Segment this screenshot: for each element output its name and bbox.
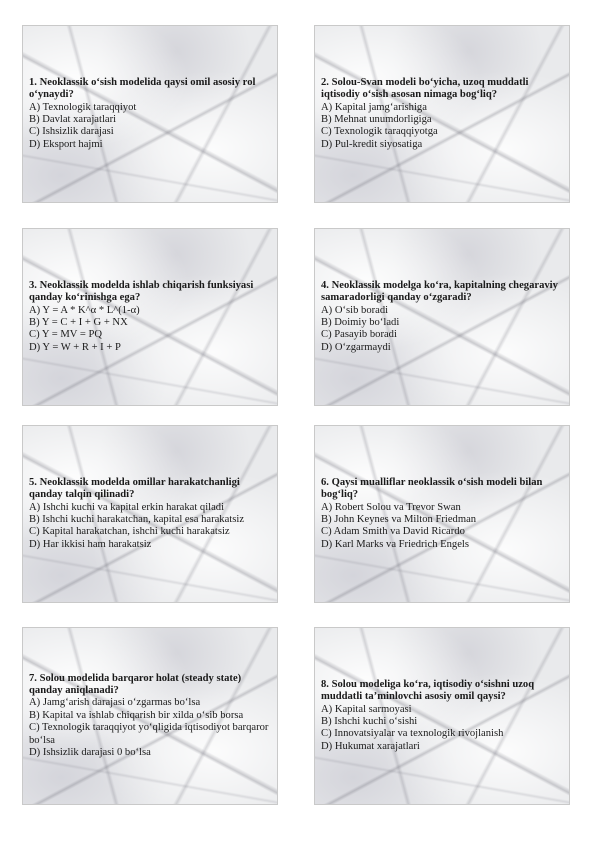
question-text: 1. Neoklassik o‘sish modelida qaysi omil asosiy rol o‘ynaydi? <box>29 76 256 101</box>
option-b: B) Kapital va ishlab chiqarish bir xilda o‘sib borsa <box>29 709 244 721</box>
option-b: B) Ishchi kuchi harakatchan, kapital esa harakatsiz <box>29 514 245 525</box>
quiz-card-3 <box>22 228 278 406</box>
option-a: A) Ishchi kuchi va kapital erkin harakat qiladi <box>29 501 225 513</box>
option-a: A) O‘sib boradi <box>321 304 389 316</box>
option-a: A) Y = A * K^α * L^(1-α) <box>29 304 140 316</box>
question-text: 8. Solou modeliga ko‘ra, iqtisodiy o‘sishni uzoq muddatli ta’minlovchi asosiy omil qaysi? <box>321 678 535 703</box>
option-a: A) Jamg‘arish darajasi o‘zgarmas bo‘lsa <box>29 697 201 709</box>
question-text: 2. Solou-Svan modeli bo‘yicha, uzoq muddatli iqtisodiy o‘sish asosan nimaga bog‘liq? <box>321 76 529 101</box>
option-a: A) Robert Solou va Trevor Swan <box>321 501 461 513</box>
question-text: 7. Solou modelida barqaror holat (steady state) qanday aniqlanadi? <box>29 672 242 696</box>
option-d: D) Eksport hajmi <box>29 138 103 150</box>
option-c: C) Y = MV = PQ <box>29 329 103 341</box>
option-a: A) Texnologik taraqqiyot <box>29 101 137 113</box>
option-d: D) Y = W + R + I + P <box>29 341 121 353</box>
option-a: A) Kapital jamg‘arishiga <box>321 101 427 113</box>
option-d: D) O‘zgarmaydi <box>321 341 391 353</box>
option-c: C) Innovatsiyalar va texnologik rivojlanish <box>321 728 504 740</box>
question-text: 4. Neoklassik modelga ko‘ra, kapitalning chegaraviy samaradorligi qanday o‘zgaradi? <box>321 279 558 304</box>
option-c: C) Pasayib boradi <box>321 329 397 341</box>
option-b: B) John Keynes va Milton Friedman <box>321 514 477 525</box>
option-d: D) Hukumat xarajatlari <box>321 740 420 752</box>
option-c: C) Kapital harakatchan, ishchi kuchi harakatsiz <box>29 526 230 538</box>
option-a: A) Kapital sarmoyasi <box>321 703 412 715</box>
question-text: 3. Neoklassik modelda ishlab chiqarish funksiyasi qanday ko‘rinishga ega? <box>29 279 254 304</box>
option-b: B) Davlat xarajatlari <box>29 114 117 125</box>
option-b: B) Mehnat unumdorligiga <box>321 114 432 125</box>
option-c: C) Ishsizlik darajasi <box>29 126 114 138</box>
option-b: B) Y = C + I + G + NX <box>29 317 128 328</box>
quiz-card-8 <box>314 627 570 805</box>
quiz-card-2 <box>314 25 570 203</box>
quiz-card-1 <box>22 25 278 203</box>
option-d: D) Pul-kredit siyosatiga <box>321 138 423 150</box>
option-b: B) Ishchi kuchi o‘sishi <box>321 716 418 727</box>
option-d: D) Karl Marks va Friedrich Engels <box>321 538 469 550</box>
option-c: C) Texnologik taraqqiyotga <box>321 126 438 138</box>
question-text: 5. Neoklassik modelda omillar harakatchanligi qanday talqin qilinadi? <box>29 476 240 501</box>
option-b: B) Doimiy bo‘ladi <box>321 317 400 328</box>
option-c: C) Texnologik taraqqiyot yo‘qligida iqtisodiyot barqaror bo‘lsa <box>29 722 269 746</box>
quiz-card-7 <box>22 627 278 805</box>
option-c: C) Adam Smith va David Ricardo <box>321 526 465 538</box>
question-text: 6. Qaysi mualliflar neoklassik o‘sish modeli bilan bog‘liq? <box>321 476 543 501</box>
quiz-card-6 <box>314 425 570 603</box>
option-d: D) Ishsizlik darajasi 0 bo‘lsa <box>29 747 151 759</box>
option-d: D) Har ikkisi ham harakatsiz <box>29 538 152 550</box>
quiz-card-5 <box>22 425 278 603</box>
quiz-card-4 <box>314 228 570 406</box>
